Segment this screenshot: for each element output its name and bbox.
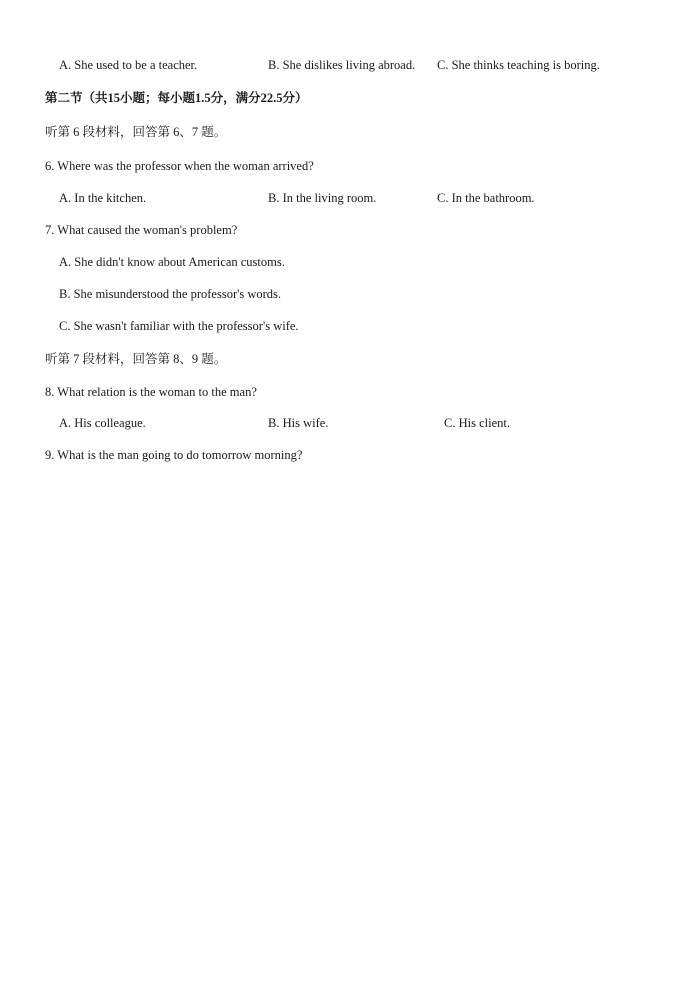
q8-option-b: B. His wife. bbox=[268, 416, 329, 430]
q6-option-c: C. In the bathroom. bbox=[437, 191, 535, 205]
section2-heading: 第二节（共15小题；每小题1.5分，满分22.5分） bbox=[45, 91, 308, 105]
q7-option-a: A. She didn't know about American customs. bbox=[59, 255, 285, 269]
q8-stem: 8. What relation is the woman to the man? bbox=[45, 385, 257, 399]
q6-stem: 6. Where was the professor when the woman arrived? bbox=[45, 159, 314, 173]
q7-option-b: B. She misunderstood the professor's words. bbox=[59, 287, 282, 301]
q5-option-c: C. She thinks teaching is boring. bbox=[437, 58, 600, 72]
passage6-instruction: 听第 6 段材料，回答第 6、7 题。 bbox=[45, 125, 227, 139]
passage7-instruction: 听第 7 段材料，回答第 8、9 题。 bbox=[45, 352, 227, 366]
q7-option-c: C. She wasn't familiar with the professor's wife. bbox=[59, 319, 299, 333]
q5-option-b: B. She dislikes living abroad. bbox=[268, 58, 416, 72]
q5-option-a: A. She used to be a teacher. bbox=[59, 58, 198, 72]
q7-stem: 7. What caused the woman's problem? bbox=[45, 223, 238, 237]
q8-option-c: C. His client. bbox=[444, 416, 510, 430]
q6-option-b: B. In the living room. bbox=[268, 191, 377, 205]
q9-stem: 9. What is the man going to do tomorrow morning? bbox=[45, 448, 303, 462]
q8-option-a: A. His colleague. bbox=[59, 416, 146, 430]
q6-option-a: A. In the kitchen. bbox=[59, 191, 147, 205]
